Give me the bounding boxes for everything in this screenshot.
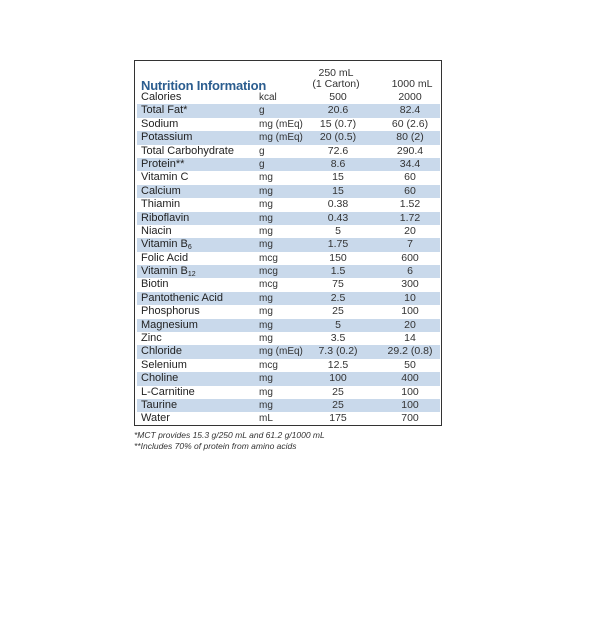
value-250ml: 75 bbox=[332, 278, 344, 291]
value-250ml: 25 bbox=[332, 385, 344, 398]
nutrient-name bbox=[141, 145, 234, 158]
nutrient-name-text: Vitamin B bbox=[141, 265, 188, 278]
table-row bbox=[137, 412, 440, 425]
table-row bbox=[137, 238, 440, 251]
nutrient-name bbox=[141, 198, 180, 211]
value-250ml: 3.5 bbox=[330, 332, 346, 345]
nutrient-unit: mg (mEq) bbox=[259, 118, 303, 130]
value-1000ml: 50 bbox=[404, 358, 416, 371]
nutrient-name bbox=[141, 359, 187, 372]
nutrient-name bbox=[141, 345, 182, 358]
value-250ml: 2.5 bbox=[330, 291, 346, 304]
nutrient-name bbox=[141, 131, 192, 144]
nutrient-name-text: Total Fat* bbox=[141, 104, 188, 117]
table-row bbox=[137, 265, 440, 278]
nutrient-unit: g bbox=[259, 158, 265, 170]
nutrient-name bbox=[141, 265, 196, 278]
nutrient-name bbox=[141, 292, 223, 305]
value-250ml: 0.43 bbox=[327, 211, 349, 224]
nutrient-unit: mcg bbox=[259, 279, 278, 291]
nutrient-unit: mg bbox=[259, 225, 273, 237]
footnote-mct: *MCT provides 15.3 g/250 mL and 61.2 g/1000 mL bbox=[134, 430, 325, 440]
value-1000ml: 60 bbox=[404, 171, 416, 184]
column-header-250ml-volume: 250 mL bbox=[318, 67, 354, 79]
value-1000ml: 100 bbox=[401, 385, 419, 398]
value-250ml: 1.75 bbox=[327, 238, 349, 251]
value-1000ml: 82.4 bbox=[399, 104, 421, 117]
nutrient-unit: mg bbox=[259, 333, 273, 345]
value-250ml: 175 bbox=[329, 412, 347, 425]
nutrient-subscript: 12 bbox=[187, 271, 196, 279]
table-row bbox=[137, 345, 440, 358]
value-1000ml: 700 bbox=[401, 412, 419, 425]
nutrient-name bbox=[141, 91, 181, 104]
table-row bbox=[137, 399, 440, 412]
value-1000ml: 2000 bbox=[398, 91, 422, 103]
table-row bbox=[137, 91, 440, 104]
nutrient-name bbox=[141, 399, 177, 412]
table-row bbox=[137, 158, 440, 171]
value-1000ml: 14 bbox=[404, 332, 416, 345]
table-row bbox=[137, 332, 440, 345]
table-row bbox=[137, 185, 440, 198]
nutrient-name-text: Zinc bbox=[141, 332, 162, 345]
nutrition-panel bbox=[134, 60, 442, 426]
value-1000ml: 60 (2.6) bbox=[391, 117, 429, 130]
table-row bbox=[137, 372, 440, 385]
value-250ml: 100 bbox=[329, 372, 347, 385]
value-250ml: 5 bbox=[335, 318, 341, 331]
value-1000ml: 20 bbox=[404, 224, 416, 237]
value-250ml: 500 bbox=[329, 91, 347, 103]
nutrient-name-text: Sodium bbox=[141, 117, 179, 130]
value-250ml: 20 (0.5) bbox=[319, 131, 357, 144]
value-250ml: 72.6 bbox=[327, 144, 349, 157]
nutrient-name-text: Protein** bbox=[141, 157, 185, 170]
nutrient-unit: mg bbox=[259, 386, 273, 398]
value-250ml: 1.5 bbox=[330, 265, 346, 278]
table-row bbox=[137, 292, 440, 305]
nutrient-unit: mcg bbox=[259, 266, 278, 278]
nutrient-unit: mL bbox=[259, 413, 273, 425]
nutrient-name-text: Water bbox=[141, 412, 170, 425]
nutrient-name bbox=[141, 332, 162, 345]
value-250ml: 5 bbox=[335, 224, 341, 237]
nutrient-name bbox=[141, 372, 178, 385]
value-1000ml: 1.72 bbox=[399, 211, 421, 224]
value-1000ml: 20 bbox=[404, 318, 416, 331]
nutrient-unit: mg bbox=[259, 319, 273, 331]
table-row bbox=[137, 319, 440, 332]
nutrient-name bbox=[141, 185, 181, 198]
nutrient-name-text: Total Carbohydrate bbox=[141, 144, 234, 157]
value-1000ml: 60 bbox=[404, 184, 416, 197]
table-row bbox=[137, 305, 440, 318]
panel-title: Nutrition Information bbox=[141, 78, 267, 93]
value-1000ml: 34.4 bbox=[399, 157, 421, 170]
nutrient-name-text: Phosphorus bbox=[141, 305, 200, 318]
value-1000ml: 400 bbox=[401, 372, 419, 385]
nutrient-name-text: L-Carnitine bbox=[141, 385, 195, 398]
table-row bbox=[137, 131, 440, 144]
nutrient-unit: mg (mEq) bbox=[259, 346, 303, 358]
value-250ml: 12.5 bbox=[327, 358, 349, 371]
value-1000ml: 29.2 (0.8) bbox=[387, 345, 433, 358]
nutrient-name-text: Biotin bbox=[141, 278, 169, 291]
value-1000ml: 100 bbox=[401, 398, 419, 411]
nutrient-name bbox=[141, 212, 189, 225]
nutrient-unit: mg bbox=[259, 239, 273, 251]
value-1000ml: 6 bbox=[407, 265, 413, 278]
value-250ml: 0.38 bbox=[327, 198, 349, 211]
nutrient-name-text: Magnesium bbox=[141, 318, 198, 331]
nutrient-name-text: Vitamin B bbox=[141, 238, 188, 251]
nutrient-name-text: Pantothenic Acid bbox=[141, 291, 223, 304]
nutrient-name-text: Selenium bbox=[141, 358, 187, 371]
nutrient-name-text: Riboflavin bbox=[141, 211, 190, 224]
table-row bbox=[137, 252, 440, 265]
nutrient-name bbox=[141, 225, 172, 238]
value-250ml: 15 bbox=[332, 184, 344, 197]
table-row bbox=[137, 386, 440, 399]
nutrient-name bbox=[141, 319, 198, 332]
nutrient-name bbox=[141, 305, 200, 318]
nutrient-unit: mcg bbox=[259, 252, 278, 264]
value-1000ml: 10 bbox=[404, 291, 416, 304]
nutrient-subscript: 6 bbox=[187, 244, 192, 252]
value-1000ml: 100 bbox=[401, 305, 419, 318]
table-row bbox=[137, 212, 440, 225]
table-row bbox=[137, 278, 440, 291]
table-row bbox=[137, 225, 440, 238]
value-250ml: 25 bbox=[332, 305, 344, 318]
nutrient-name bbox=[141, 278, 169, 291]
nutrient-unit: mg bbox=[259, 292, 273, 304]
value-250ml: 15 (0.7) bbox=[319, 117, 357, 130]
nutrient-unit: mg bbox=[259, 399, 273, 411]
column-header-250ml-carton: (1 Carton) bbox=[312, 78, 360, 90]
value-250ml: 8.6 bbox=[330, 157, 346, 170]
nutrient-name-text: Folic Acid bbox=[141, 251, 189, 264]
nutrient-unit: mg bbox=[259, 373, 273, 385]
nutrient-unit: g bbox=[259, 105, 265, 117]
nutrient-name bbox=[141, 104, 187, 117]
nutrient-name-text: Calcium bbox=[141, 184, 181, 197]
value-1000ml: 1.52 bbox=[399, 198, 421, 211]
footnotes bbox=[134, 430, 325, 452]
nutrient-name-text: Niacin bbox=[141, 224, 172, 237]
table-row bbox=[137, 171, 440, 184]
nutrient-name bbox=[141, 252, 188, 265]
nutrient-name bbox=[141, 171, 188, 184]
value-250ml: 20.6 bbox=[327, 104, 349, 117]
nutrient-unit: mg bbox=[259, 199, 273, 211]
column-header-1000ml: 1000 mL bbox=[391, 78, 433, 90]
value-250ml: 15 bbox=[332, 171, 344, 184]
nutrient-unit: mg bbox=[259, 306, 273, 318]
table-row bbox=[137, 104, 440, 117]
nutrient-name-text: Potassium bbox=[141, 131, 193, 144]
nutrient-table bbox=[137, 91, 440, 426]
nutrient-name-text: Vitamin C bbox=[141, 171, 189, 184]
nutrient-name-text: Taurine bbox=[141, 398, 178, 411]
value-250ml: 7.3 (0.2) bbox=[318, 345, 358, 358]
footnote-protein: **Includes 70% of protein from amino acids bbox=[134, 441, 297, 451]
nutrient-name bbox=[141, 118, 178, 131]
nutrient-name-text: Choline bbox=[141, 372, 179, 385]
nutrient-unit: mg (mEq) bbox=[259, 132, 303, 144]
value-1000ml: 300 bbox=[401, 278, 419, 291]
nutrient-name-text: Calories bbox=[141, 91, 182, 103]
nutrient-unit: mcg bbox=[259, 359, 278, 371]
nutrient-name bbox=[141, 158, 184, 171]
nutrient-name bbox=[141, 386, 195, 399]
column-header-250ml bbox=[311, 68, 361, 90]
value-1000ml: 600 bbox=[401, 251, 419, 264]
table-row bbox=[137, 145, 440, 158]
nutrient-name-text: Thiamin bbox=[141, 198, 181, 211]
value-1000ml: 7 bbox=[407, 238, 413, 251]
table-row bbox=[137, 118, 440, 131]
value-250ml: 25 bbox=[332, 398, 344, 411]
table-row bbox=[137, 359, 440, 372]
nutrient-unit: mg bbox=[259, 185, 273, 197]
nutrient-name bbox=[141, 412, 170, 425]
nutrient-unit: mg bbox=[259, 212, 273, 224]
table-row bbox=[137, 198, 440, 211]
nutrient-name bbox=[141, 238, 192, 251]
value-250ml: 150 bbox=[329, 251, 347, 264]
value-1000ml: 290.4 bbox=[396, 144, 424, 157]
nutrient-unit: mg bbox=[259, 172, 273, 184]
nutrient-unit: g bbox=[259, 145, 265, 157]
nutrient-unit: kcal bbox=[259, 92, 277, 103]
nutrient-name-text: Chloride bbox=[141, 345, 182, 358]
value-1000ml: 80 (2) bbox=[396, 131, 424, 144]
